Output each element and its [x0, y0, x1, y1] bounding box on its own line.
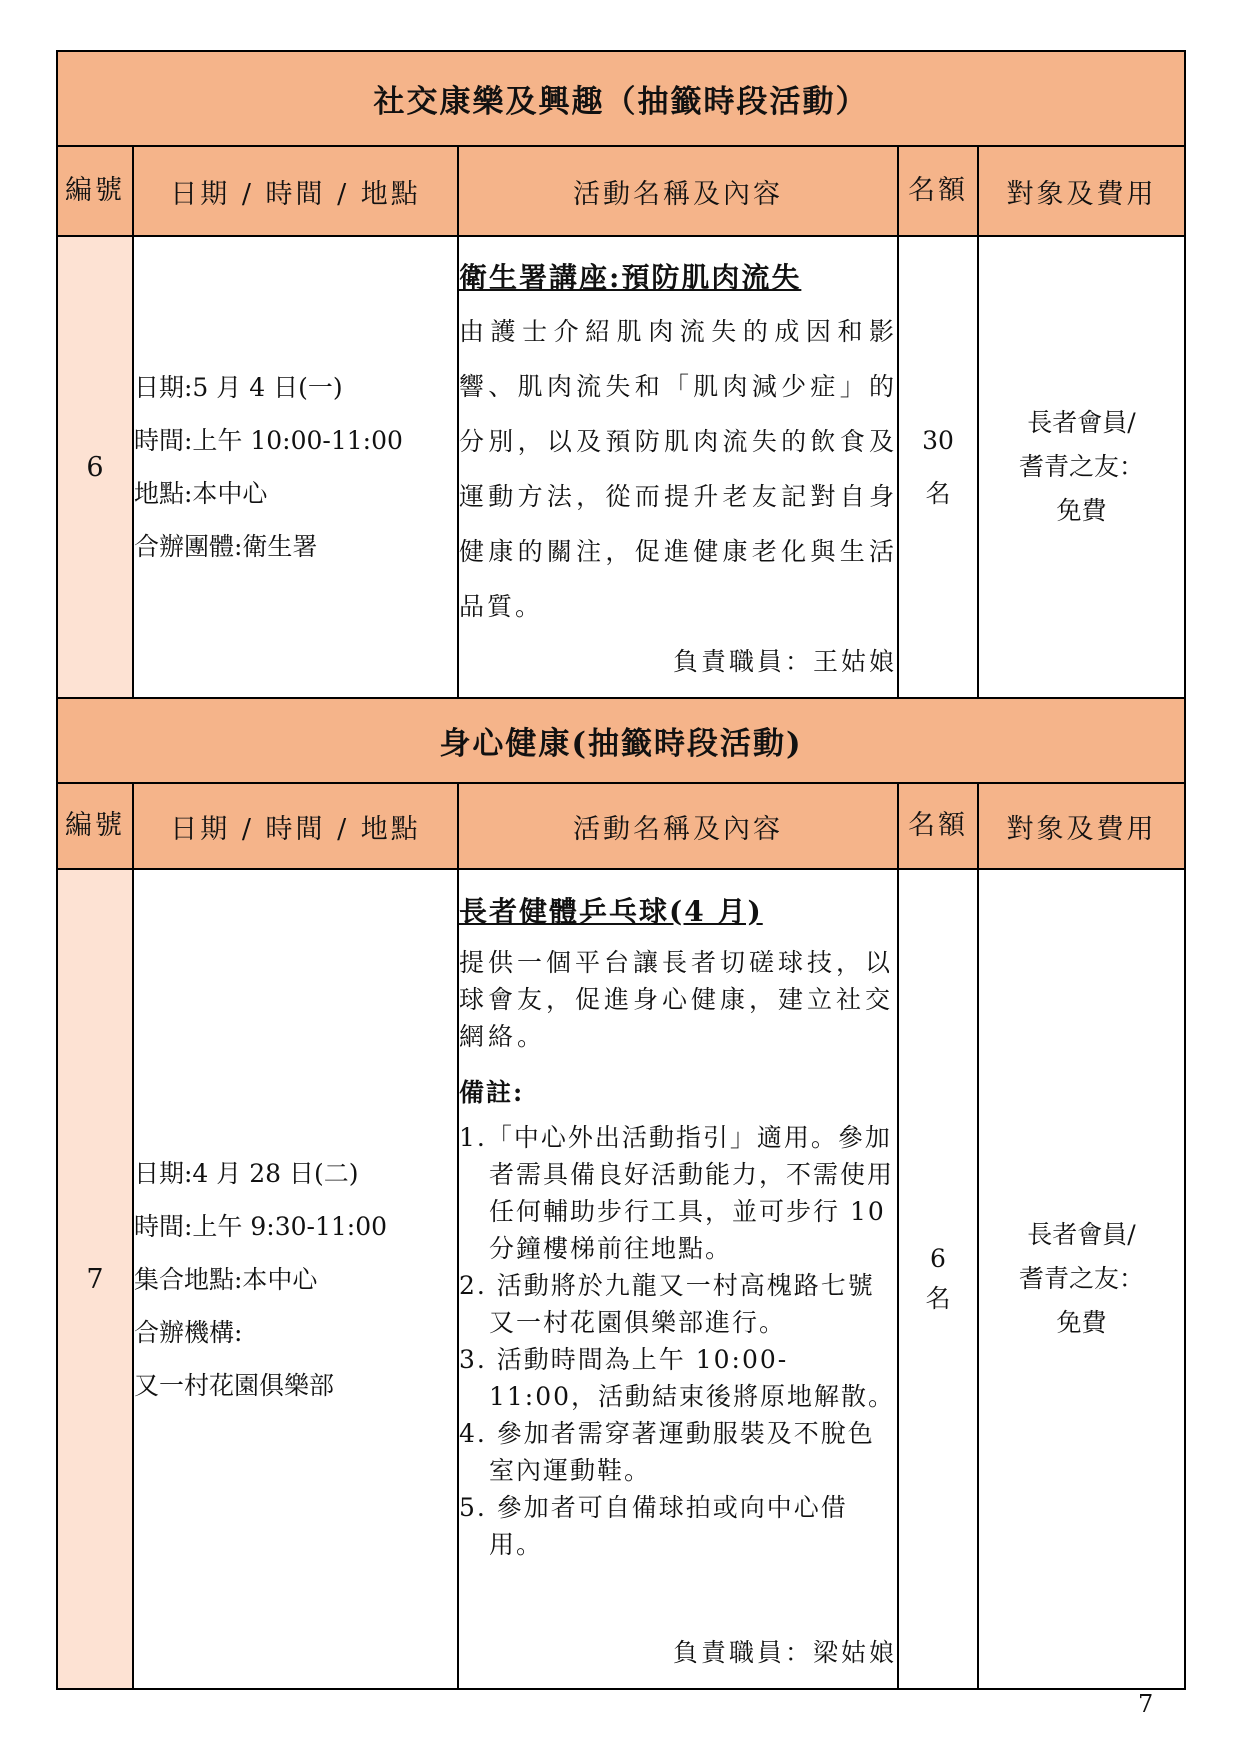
- header-activity: 活動名稱及內容: [458, 783, 898, 869]
- row-datetime: [133, 236, 458, 698]
- table-row: [57, 236, 1185, 698]
- activity-description: 提供一個平台讓長者切磋球技，以球會友，促進身心健康，建立社交網絡。: [459, 947, 895, 1051]
- quota-unit: 名: [925, 479, 951, 508]
- notes-label: 備註:: [459, 1077, 525, 1107]
- section-title-social: 社交康樂及興趣（抽籤時段活動）: [57, 51, 1185, 146]
- row-organizer: 又一村花園俱樂部: [134, 1370, 335, 1400]
- row-venue: 集合地點:本中心: [134, 1264, 318, 1294]
- row-datetime: [133, 869, 458, 1689]
- staff-in-charge: 負責職員：梁姑娘: [672, 1637, 897, 1667]
- activity-description: 由護士介紹肌肉流失的成因和影響、肌肉流失和「肌肉減少症」的分別，以及預防肌肉流失的飲食及運動方法，從而提升老友記對自身健康的關注，促進健康老化與生活品質。: [459, 317, 897, 621]
- list-item: 2. 活動將於九龍又一村高槐路七號又一村花園俱樂部進行。: [459, 1270, 875, 1337]
- list-item: 4. 參加者需穿著運動服裝及不脫色室內運動鞋。: [459, 1418, 875, 1485]
- header-quota: 名額: [898, 146, 978, 236]
- row-number: 6: [57, 236, 133, 698]
- list-item: 1.「中心外出活動指引」適用。參加者需具備良好活動能力，不需使用任何輔助步行工具，並可步行 10 分鐘樓梯前往地點。: [459, 1122, 895, 1263]
- activity-title: 長者健體乒乓球(4 月): [459, 894, 763, 928]
- row-quota: [898, 869, 978, 1689]
- header-activity: 活動名稱及內容: [458, 146, 898, 236]
- list-item: 3. 活動時間為上午 10:00-11:00，活動結束後將原地解散。: [459, 1344, 896, 1411]
- row-organizer-label: 合辦機構:: [134, 1317, 243, 1347]
- quota-unit: 名: [925, 1284, 951, 1313]
- row-number: 7: [57, 869, 133, 1689]
- quota-number: 30: [922, 426, 954, 455]
- activity-sheet: [56, 50, 1184, 1690]
- activity-table: [56, 50, 1186, 1690]
- row-time: 時間:上午 10:00-11:00: [134, 426, 403, 455]
- table-row: [57, 869, 1185, 1689]
- header-audience: 對象及費用: [978, 146, 1185, 236]
- quota-number: 6: [930, 1244, 946, 1273]
- row-activity: [458, 869, 898, 1689]
- audience-line: 耆青之友：: [1019, 1264, 1145, 1293]
- header-datetime: 日期 / 時間 / 地點: [133, 146, 458, 236]
- header-number: 編號: [57, 146, 133, 236]
- row-date: 日期:4 月 28 日(二): [134, 1158, 359, 1188]
- row-quota: [898, 236, 978, 698]
- notes-list: [459, 1119, 897, 1563]
- fee-text: 免費: [1056, 496, 1107, 525]
- audience-line: 長者會員/: [1027, 1220, 1136, 1249]
- row-audience: [978, 236, 1185, 698]
- section-title-wellness: 身心健康(抽籤時段活動): [57, 698, 1185, 783]
- activity-title: 衛生署講座:預防肌肉流失: [459, 261, 802, 294]
- staff-in-charge: 負責職員：王姑娘: [672, 647, 897, 676]
- header-quota: 名額: [898, 783, 978, 869]
- list-item: 5. 參加者可自備球拍或向中心借用。: [459, 1492, 848, 1559]
- row-time: 時間:上午 9:30-11:00: [134, 1211, 388, 1241]
- audience-line: 長者會員/: [1027, 408, 1136, 437]
- audience-line: 耆青之友：: [1019, 452, 1145, 481]
- row-audience: [978, 869, 1185, 1689]
- page-number: 7: [1138, 1690, 1154, 1718]
- header-datetime: 日期 / 時間 / 地點: [133, 783, 458, 869]
- header-number: 編號: [57, 783, 133, 869]
- row-activity: [458, 236, 898, 698]
- fee-text: 免費: [1056, 1308, 1107, 1337]
- header-audience: 對象及費用: [978, 783, 1185, 869]
- row-venue: 地點:本中心: [134, 479, 268, 508]
- row-date: 日期:5 月 4 日(一): [134, 373, 343, 402]
- row-organizer: 合辦團體:衛生署: [134, 532, 318, 561]
